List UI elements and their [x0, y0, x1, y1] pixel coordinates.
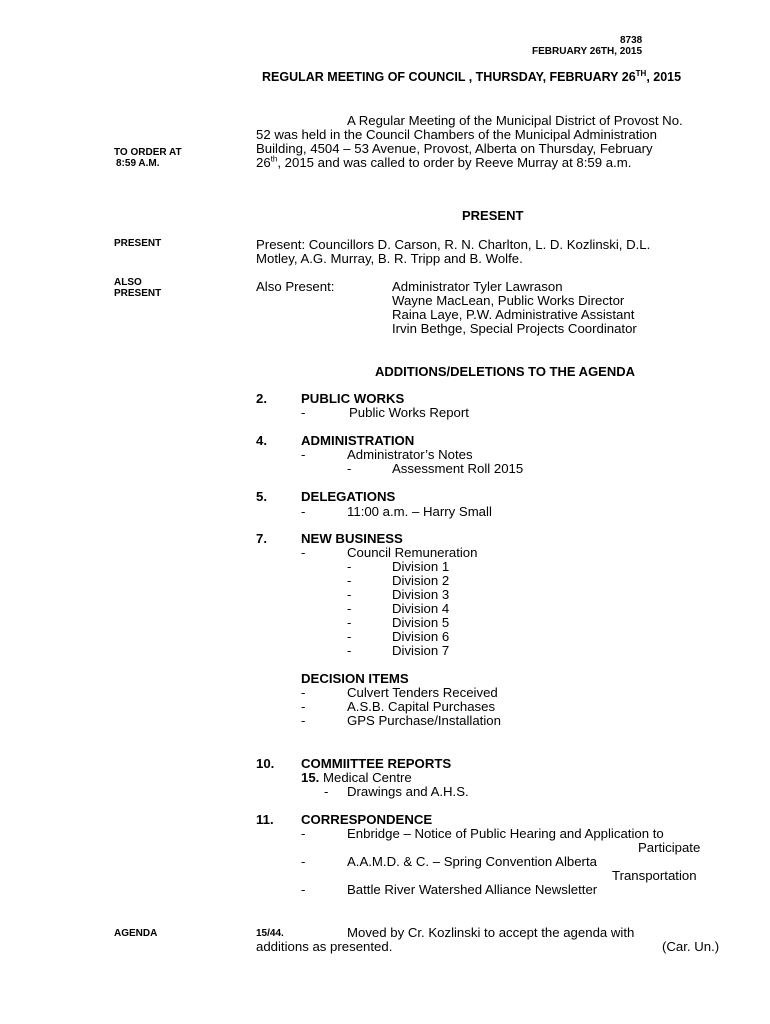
item-number: 4.	[256, 433, 267, 448]
item-number: 2.	[256, 391, 267, 406]
medical-centre: Medical Centre	[323, 770, 412, 785]
division-item: Division 6	[392, 629, 450, 644]
call-to-order-rest: , 2015 and was called to order by Reeve Murray at 8:59 a.m.	[277, 155, 632, 170]
motion-result: (Car. Un.)	[662, 939, 720, 954]
correspondence-aamdc-cont: Transportation	[612, 868, 697, 883]
dash: -	[347, 615, 352, 630]
decision-dashes	[301, 686, 305, 728]
dash: -	[347, 601, 352, 616]
item-title-committee-reports: COMMIITTEE REPORTS	[301, 756, 452, 771]
dash: -	[301, 713, 306, 728]
call-to-order-paragraph	[256, 114, 683, 170]
committee-sub-line	[301, 771, 412, 785]
also-present-label: Also Present:	[256, 279, 335, 294]
margin-to-order	[114, 147, 182, 169]
item-title-new-business: NEW BUSINESS	[301, 531, 403, 546]
division-item: Division 3	[392, 587, 450, 602]
dash: -	[324, 784, 329, 799]
correspondence-enbridge: Enbridge – Notice of Public Hearing and Application to	[347, 826, 664, 841]
call-to-order-day: 26	[256, 155, 271, 170]
dash: -	[301, 699, 306, 714]
motion-line1: Moved by Cr. Kozlinski to accept the agenda with	[347, 925, 635, 940]
dash: -	[347, 629, 352, 644]
margin-to-order-line1: TO ORDER AT	[114, 147, 182, 158]
also-present-name: Raina Laye, P.W. Administrative Assistant	[392, 307, 635, 322]
page-number: 8738	[620, 35, 643, 46]
decision-item: Culvert Tenders Received	[347, 685, 498, 700]
meeting-title-main: REGULAR MEETING OF COUNCIL , THURSDAY, FEBRUARY 26	[262, 70, 636, 84]
decision-items-list	[347, 686, 501, 728]
correspondence-enbridge-cont: Participate	[638, 840, 701, 855]
delegation-entry: 11:00 a.m. – Harry Small	[347, 504, 492, 519]
also-present-name: Wayne MacLean, Public Works Director	[392, 293, 625, 308]
item-title-correspondence: CORRESPONDENCE	[301, 812, 433, 827]
division-item: Division 7	[392, 643, 450, 658]
call-to-order-line4	[256, 156, 683, 170]
dash: -	[301, 405, 306, 420]
margin-agenda: AGENDA	[114, 928, 158, 939]
division-item: Division 4	[392, 601, 450, 616]
meeting-title-end: , 2015	[646, 70, 682, 84]
call-to-order-line2: 52 was held in the Council Chambers of the Municipal Administration	[256, 127, 657, 142]
motion-line2: additions as presented.	[256, 939, 393, 954]
margin-present: PRESENT	[114, 238, 162, 249]
agenda-heading: ADDITIONS/DELETIONS TO THE AGENDA	[375, 364, 636, 379]
item-number: 11.	[256, 812, 274, 827]
item-title-public-works: PUBLIC WORKS	[301, 391, 405, 406]
present-line2: Motley, A.G. Murray, B. R. Tripp and B. Wolfe.	[256, 251, 523, 266]
dash: -	[301, 545, 306, 560]
also-present-name: Irvin Bethge, Special Projects Coordinator	[392, 321, 637, 336]
item-number: 10.	[256, 756, 275, 771]
call-to-order-line1: A Regular Meeting of the Municipal District of Provost No.	[347, 113, 683, 128]
margin-to-order-line2: 8:59 A.M.	[116, 158, 160, 169]
decision-item: GPS Purchase/Installation	[347, 713, 501, 728]
division-item: Division 5	[392, 615, 450, 630]
present-heading: PRESENT	[462, 208, 524, 223]
dash: -	[347, 587, 352, 602]
dash: -	[301, 447, 306, 462]
dash: -	[301, 504, 306, 519]
item-title-delegations: DELEGATIONS	[301, 489, 396, 504]
division-item: Division 2	[392, 573, 450, 588]
page-date: FEBRUARY 26TH, 2015	[532, 46, 643, 57]
item-number: 7.	[256, 531, 267, 546]
dash: -	[347, 559, 352, 574]
margin-also-present	[114, 277, 161, 299]
correspondence-brwa: Battle River Watershed Alliance Newsletter	[347, 882, 598, 897]
motion-number: 15/44.	[256, 928, 284, 939]
decision-item: A.S.B. Capital Purchases	[347, 699, 496, 714]
also-present-names	[392, 280, 637, 336]
public-works-report: Public Works Report	[349, 405, 469, 420]
present-paragraph	[256, 238, 650, 266]
division-list	[392, 560, 449, 658]
division-dashes	[347, 560, 351, 658]
dash: -	[301, 882, 306, 897]
dash: -	[301, 854, 306, 869]
dash: -	[301, 685, 306, 700]
dash: -	[347, 461, 352, 476]
dash: -	[347, 643, 352, 658]
dash: -	[301, 826, 306, 841]
administrators-notes: Administrator’s Notes	[347, 447, 473, 462]
item-title-administration: ADMINISTRATION	[301, 433, 415, 448]
decision-items-title: DECISION ITEMS	[301, 671, 409, 686]
item-number: 5.	[256, 489, 267, 504]
assessment-roll: Assessment Roll 2015	[392, 461, 524, 476]
call-to-order-day-sup: th	[270, 154, 278, 164]
dash: -	[347, 573, 352, 588]
meeting-title	[262, 70, 681, 84]
margin-also-present-line2: PRESENT	[114, 288, 162, 299]
margin-also-present-line1: ALSO	[114, 277, 142, 288]
meeting-title-sup: TH	[635, 68, 647, 78]
committee-sub-number: 15.	[301, 770, 320, 785]
correspondence-aamdc: A.A.M.D. & C. – Spring Convention Alberta	[347, 854, 597, 869]
also-present-name: Administrator Tyler Lawrason	[392, 279, 563, 294]
division-item: Division 1	[392, 559, 450, 574]
drawings-ahs: Drawings and A.H.S.	[347, 784, 469, 799]
call-to-order-line3: Building, 4504 – 53 Avenue, Provost, Alberta on Thursday, February	[256, 141, 653, 156]
present-line1: Present: Councillors D. Carson, R. N. Charlton, L. D. Kozlinski, D.L.	[256, 237, 651, 252]
council-remuneration: Council Remuneration	[347, 545, 478, 560]
